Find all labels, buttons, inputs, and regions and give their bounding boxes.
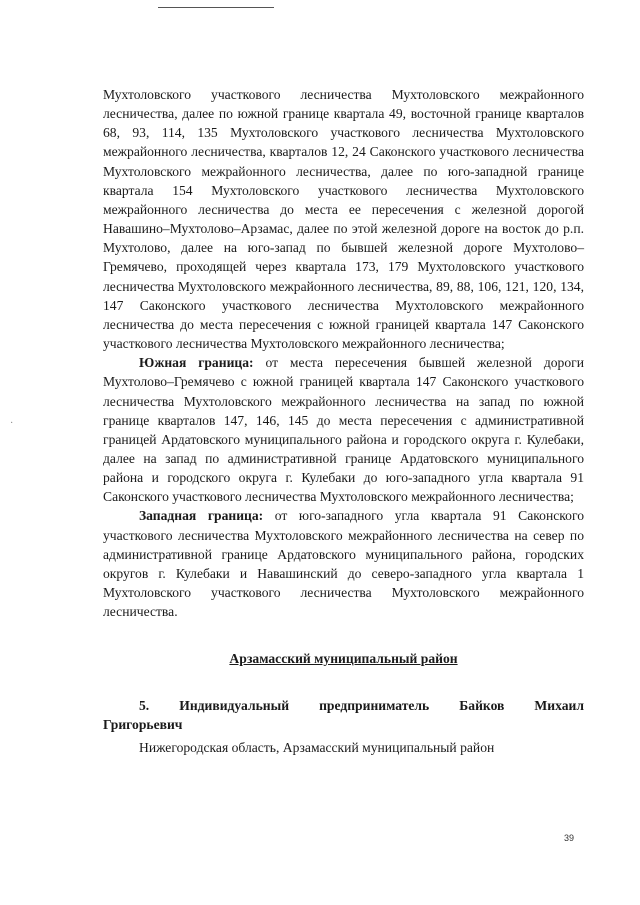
entrepreneur-entry (103, 696, 584, 734)
entrepreneur-word-2: предприниматель (319, 697, 430, 713)
page-number: 39 (564, 833, 575, 843)
paragraph-western-boundary (103, 506, 584, 621)
southern-boundary-text: от места пересечения бывшей железной дороги Мухтолово–Гремячево с южной границей квартала 147 Саконского участкового лесничества Мухтоловского межрайонного лесничества на запад по южной границе кварталов 147, 146, 145 до места пересечения с административной границей Ардатовского муниципального района и городского округа г. Кулебаки, далее на запад по административной границе Ардатовского муниципального района и городского округа г. Кулебаки до юго-западного угла квартала 91 Саконского участкового лесничества Мухтоловского межрайонного лесничества; (103, 355, 584, 505)
entrepreneur-patronymic: Григорьевич (103, 716, 183, 732)
southern-boundary-label: Южная граница: (139, 355, 254, 371)
document-body (103, 85, 584, 757)
top-rule (158, 7, 274, 8)
margin-mark: · (10, 418, 14, 429)
entry-number: 5. (139, 697, 150, 713)
western-boundary-label: Западная граница: (139, 508, 264, 524)
entrepreneur-surname: Байков (459, 697, 505, 713)
western-boundary-text: от юго-западного угла квартала 91 Саконского участкового лесничества Мухтоловского межрайонного лесничества на север по административной границе Ардатовского муниципального района, городских округов г. Кулебаки и Навашинский до северо-западного угла квартала 1 Мухтоловского участкового лесничества Мухтоловского межрайонного лесничества. (103, 508, 584, 620)
address: Нижегородская область, Арзамасский муниципальный район (139, 739, 495, 755)
section-heading: Арзамасский муниципальный район (229, 651, 458, 667)
entrepreneur-word-1: Индивидуальный (179, 697, 290, 713)
entrepreneur-line (103, 696, 584, 715)
paragraph-eastern-boundary-continuation: Мухтоловского участкового лесничества Мухтоловского межрайонного лесничества, далее по южной границе квартала 49, восточной границе кварталов 68, 93, 114, 135 Мухтоловского участкового лесничества Мухтоловского межрайонного лесничества, кварталов 12, 24 Саконского участкового лесничества Мухтоловского межрайонного лесничества, далее по юго-западной границе квартала 154 Мухтоловского участкового лесничества Мухтоловского межрайонного лесничества до места ее пересечения с железной дорогой Навашино–Мухтолово–Арзамас, далее по этой железной дороге на восток до р.п. Мухтолово, далее на юго-запад по бывшей железной дороге Мухтолово–Гремячево, проходящей через квартала 173, 179 Мухтоловского участкового лесничества Мухтоловского межрайонного лесничества, 89, 88, 106, 121, 120, 134, 147 Саконского участкового лесничества Мухтоловского межрайонного лесничества до места пересечения с южной границей квартала 147 Саконского участкового лесничества Мухтоловского межрайонного лесничества; (103, 87, 584, 352)
paragraph-southern-boundary (103, 353, 584, 506)
entrepreneur-first-name: Михаил (534, 697, 584, 713)
